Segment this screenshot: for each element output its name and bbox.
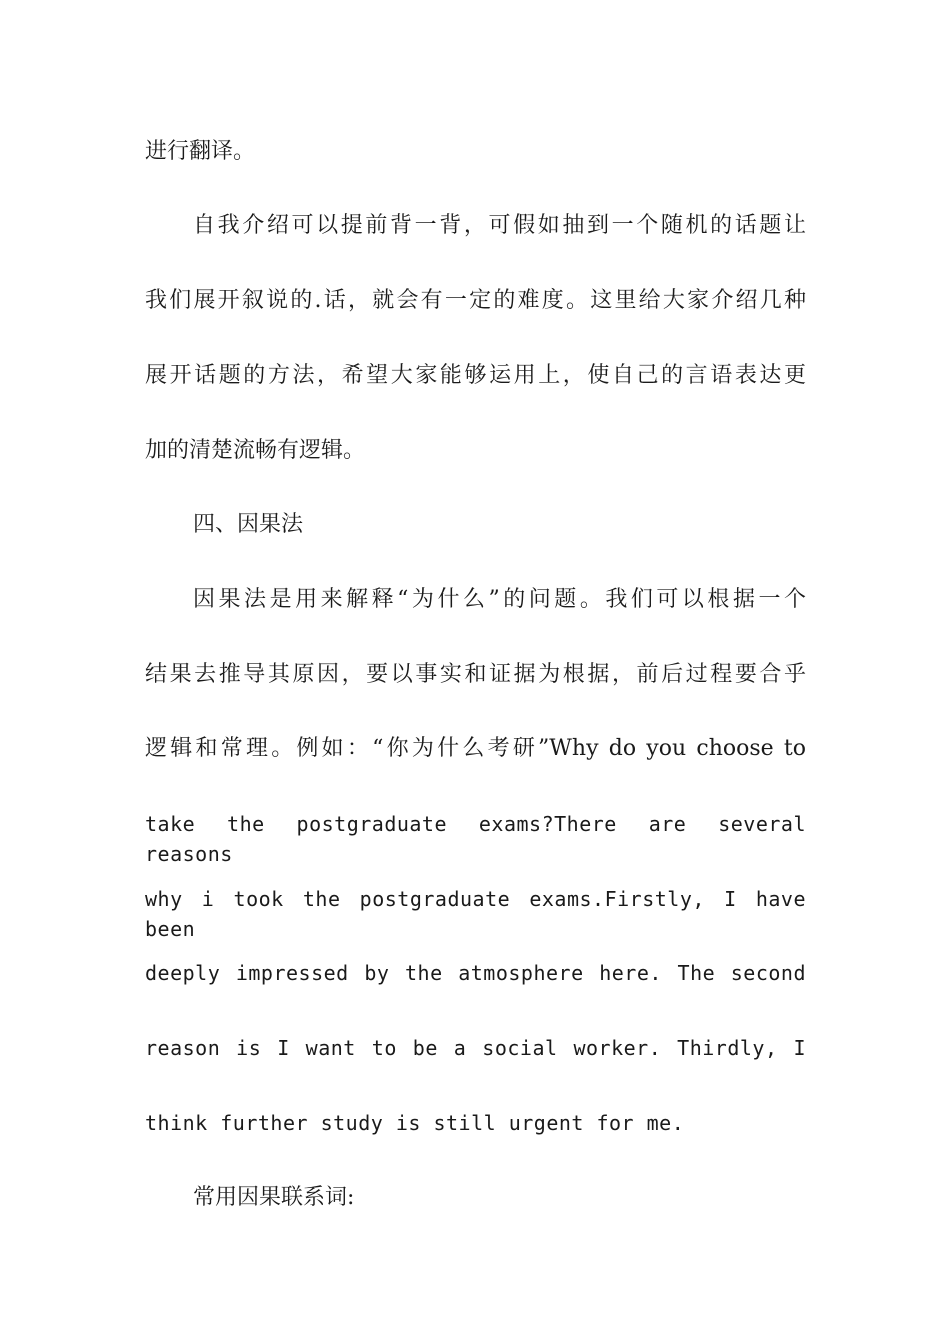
paragraph-line: think further study is still urgent for me. <box>145 1111 685 1135</box>
paragraph-line: why i took the postgraduate exams.Firstly, I have been <box>145 887 806 941</box>
paragraph-line: 常用因果联系词: <box>193 1185 355 1210</box>
paragraph-line: 加的清楚流畅有逻辑。 <box>145 438 366 463</box>
paragraph-line: 自我介绍可以提前背一背，可假如抽到一个随机的话题让 <box>193 213 806 238</box>
section-heading: 四、因果法 <box>193 512 304 537</box>
paragraph-line: 结果去推导其原因，要以事实和证据为根据，前后过程要合乎 <box>145 662 806 687</box>
paragraph-line: 我们展开叙说的.话，就会有一定的难度。这里给大家介绍几种 <box>145 288 806 313</box>
paragraph-line: deeply impressed by the atmosphere here. The second <box>145 961 806 985</box>
paragraph-line: 逻辑和常理。例如：“你为什么考研”Why do you choose to <box>145 736 806 761</box>
paragraph-line: 展开话题的方法，希望大家能够运用上，使自己的言语表达更 <box>145 363 806 388</box>
paragraph-line: reason is I want to be a social worker. Thirdly, I <box>145 1036 806 1060</box>
paragraph-line: take the postgraduate exams?There are several reasons <box>145 812 806 866</box>
paragraph-line: 进行翻译。 <box>145 139 256 164</box>
paragraph-line: 因果法是用来解释“为什么”的问题。我们可以根据一个 <box>193 587 806 612</box>
